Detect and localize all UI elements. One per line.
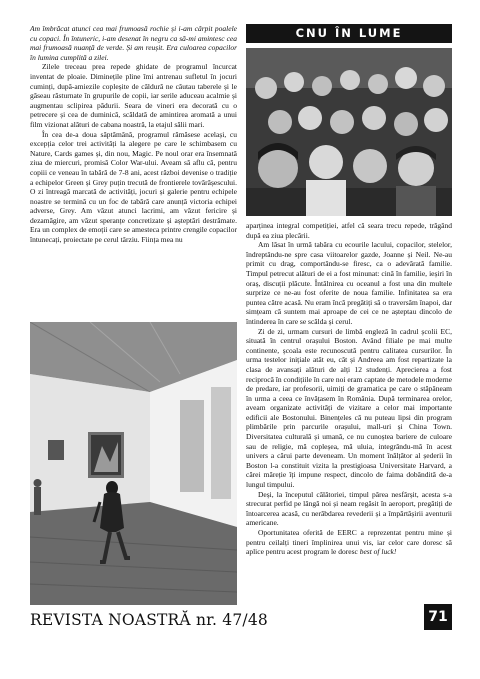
closing-text: Oportunitatea oferită de EERC a reprezentat pentru mine și pentru ceilalți tineri împlinirea unui vis, iar celor care doresc să aplice pentru acest program le doresc xyxy=(246,528,452,557)
body-paragraph: În cea de-a doua săptămână, programul rămăsese același, cu excepția celor trei activități la alegere pe care le schimbasem cu Nature, Cards games și, din nou, Magic. Pe noul orar era însemnată ziua de miercuri, promisă Color War-ului. Aveam să aflu că, pentru copiii ce veneau în tabără de 7-8 ani, acest război devenise o tradiție a echipelor Green și Grey puțin trecută de frontierele tovărășescului. O zi întreagă marcată de activități, jocuri și galerie pentru echipele noastre se termină cu un foc de tabără care anunță victoria echipei adverse, Grey. Am văzut atunci lacrimi, am văzut fericire și dezamăgire, am văzut speranțe concretizate și așteptări destrămate. Era un complex de emoții care se amesteca printre crengile copacilor întunecați, proiectate pe cerul târziu. Ființa mea nu xyxy=(30,129,237,245)
closing-paragraph xyxy=(246,528,452,557)
page-number: 71 xyxy=(424,604,452,630)
magazine-issue-footer: REVISTA NOASTRĂ nr. 47/48 xyxy=(30,611,268,629)
intro-paragraph: Am îmbrăcat atunci cea mai frumoasă rochie și i-am cârpit poalele cu copaci. În întuneric, i-am desenat în negru ca să-mi amintesc cea mai frumoasă nuanță de verde. Și am reușit. Era culoarea copacilor în lumina cumplită a zilei. xyxy=(30,24,237,62)
body-paragraph: aparținea integral competiției, atfel că seara trecu repede, trăgând după ea ziua plecării. xyxy=(246,221,452,240)
body-paragraph: Am lăsat în urmă tabăra cu ecourile lacului, copacilor, stelelor, îndreptându-ne spre casa viitoarelor gazde, Joanne și Neil. Ne-au primit cu drag, comportându-se firesc, ca o adevărată familie. Timpul petrecut alături de ei a fost minunat: cină în familie, ieșiri în oraș, discuții plăcute. Întâlnirea cu oceanul a fost una din multele surprize ce ne-au fost oferite de noua familie. Infinitatea sa era puntea către acasă. Nu eram încă pregătiți să o traversăm înapoi, dar simțeam că suntem mai aproape de cei ce ne așteptau dincolo de întinderea în care se scălda și cerul. xyxy=(246,240,452,326)
right-article-column xyxy=(246,221,452,557)
left-article-column xyxy=(30,24,237,245)
body-paragraph: Zilele treceau prea repede ghidate de programul încurcat inventat de ploaie. Diminețile pline îmi antrenau sufletul în jocuri cuminți, după-amiezile copleșite de căldură ne căutau taberele și le găseau răsturnate în grupurile de copii, iar serile aduceau acalmie și augmentau sclipirea pădurii. Seara de vineri era decorată cu o petrecere și cea de duminică, scăldată de amintirea aromată a unui film vizionat alături de cabana noastră, la etajul sălii mari. xyxy=(30,62,237,129)
group-selfie-photo xyxy=(246,48,452,216)
body-paragraph: Zi de zi, urmam cursuri de limbă engleză în cadrul școlii EC, situată în centrul orașului Boston. Având filiale pe mai multe continente, școala este recunoscută pentru calitatea cursurilor. În urma testelor inițiale atât eu, cât și Andreea am fost repartizate la clasa de avansați alături de alți 12 studenți. Aprecierea a fost reciprocă în condițiile în care noi eram captate de metodele moderne de predare, iar profesorii, uimiți de gramatica pe care o stăpâneam în urma a ceea ce învățasem în România. După terminarea orelor, aveam organizate activități de vizitare a celor mai importante edificii ale Bostonului. Binențeles că nu puteau lipsi din program plimbările prin parcurile orașului, mall-uri și China Town. Diversitatea culturală și umană, ce nu cunoștea bariere de culoare sau de religie, mă copleșea, mă uluia, integrându-mă în acest univers a cărui parte deveneam. Un moment înălțător al șederii în Boston l-a constituit vizita la prestigioasa Universitate Harvard, a cărei măreție îți impune respect, dincolo de faima dobândită de-a lungul timpului. xyxy=(246,326,452,490)
section-header: CNU ÎN LUME xyxy=(246,24,452,43)
closing-emphasis: best of luck! xyxy=(359,547,397,557)
museum-gallery-photo xyxy=(30,322,237,605)
body-paragraph: Deși, la începutul călătoriei, timpul părea nesfârșit, acesta s-a strecurat perfid pe lângă noi și neam regăsit în aeroport, pregătiți de întoarcerea acasă, cu nerăbdarea revederii și a împărtășirii aventurii americane. xyxy=(246,489,452,528)
